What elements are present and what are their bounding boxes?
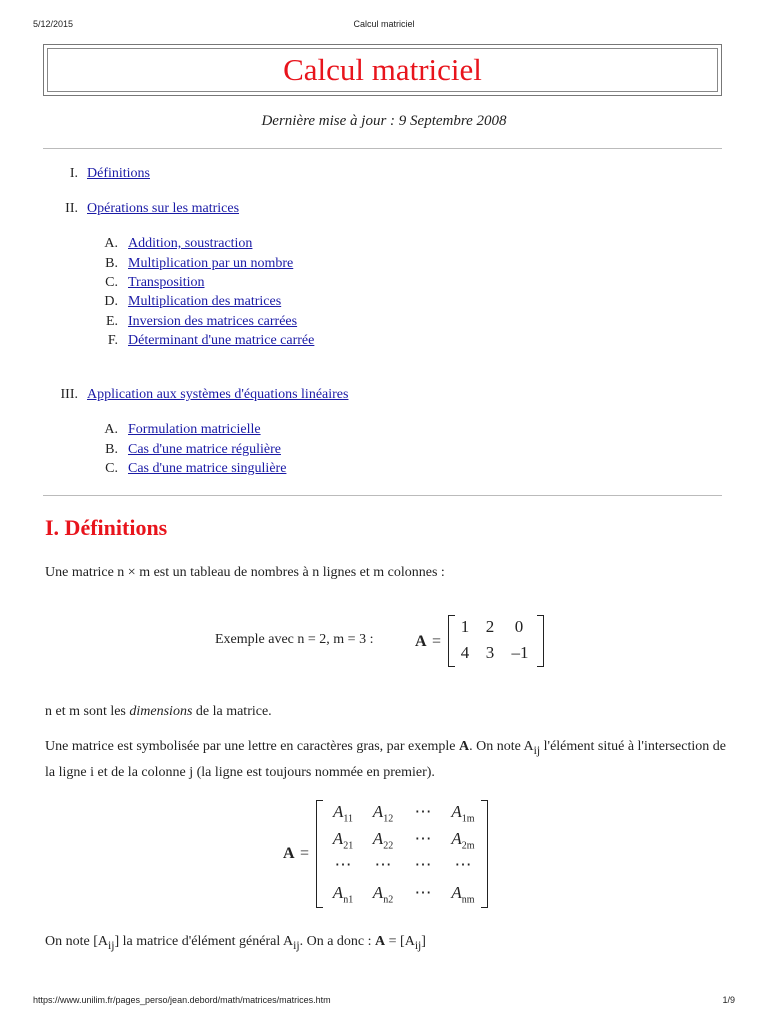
toc-link-inversion[interactable]: Inversion des matrices carrées [128, 314, 298, 329]
matrix-cell: 2 [485, 617, 495, 636]
divider [43, 148, 722, 149]
toc-link-multiplication-nombre[interactable]: Multiplication par un nombre [128, 256, 294, 271]
matrix-cell: $A_{21}$ [332, 829, 354, 852]
toc-link-determinant[interactable]: Déterminant d'une matrice carrée [128, 333, 315, 348]
dimensions-text: n et m sont les dimensions de la matrice. [45, 704, 272, 719]
toc-num-1: I. [69, 166, 78, 181]
matrix-cell: ⋯ [414, 829, 432, 848]
matrix-cell: ⋯ [414, 802, 432, 821]
symbol-paragraph: Une matrice est symbolisée par une lettre en caractères gras, par exemple A. On note $A_{ij}$ l'élément situé à l'intersection de la ligne i et de la colonne j (la ligne est toujours nommée en premier). [45, 739, 726, 780]
matrix-cell: ⋯ [374, 855, 392, 874]
toc-sub-num: A. [104, 422, 118, 437]
matrix-cell: $A_{n2}$ [372, 883, 394, 906]
matrix-cell: $A_{12}$ [372, 802, 394, 825]
matrix-cell: 0 [514, 617, 524, 636]
matrix-cell: $A_{11}$ [332, 802, 354, 825]
toc-link-addition[interactable]: Addition, soustraction [128, 236, 253, 251]
equals-sign: = [300, 845, 310, 862]
matrix-cell: ⋯ [414, 855, 432, 874]
toc-link-application[interactable]: Application aux systèmes d'équations linéaires [87, 387, 349, 402]
toc-sub-num: A. [104, 236, 118, 251]
toc-num-3: III. [60, 387, 78, 402]
page-url: https://www.unilim.fr/pages_perso/jean.debord/math/matrices/matrices.htm [33, 995, 331, 1005]
intro-text: Une matrice n × m est un tableau de nombres à n lignes et m colonnes : [45, 565, 445, 580]
matrix-cell: 1 [460, 617, 470, 636]
section-heading: I. Définitions [45, 515, 168, 540]
toc-link-transposition[interactable]: Transposition [128, 275, 205, 290]
toc-sub-num: D. [104, 294, 118, 309]
toc-link-operations[interactable]: Opérations sur les matrices [87, 201, 240, 216]
matrix-cell: $A_{2m}$ [451, 829, 475, 852]
toc-sub-num: B. [105, 256, 118, 271]
matrix-cell: 4 [460, 643, 470, 662]
toc-sub-num: C. [105, 461, 118, 476]
toc-sub-num: F. [107, 333, 118, 348]
example-label: Exemple avec n = 2, m = 3 : [215, 632, 374, 647]
toc-link-singuliere[interactable]: Cas d'une matrice singulière [128, 461, 287, 476]
matrix-name: A [415, 633, 427, 650]
matrix-cell: 3 [485, 643, 495, 662]
matrix-cell: –1 [511, 643, 529, 662]
toc-sub-num: E. [105, 314, 118, 329]
toc-link-multiplication-matrices[interactable]: Multiplication des matrices [128, 294, 282, 309]
toc-link-formulation[interactable]: Formulation matricielle [128, 422, 261, 437]
matrix-name: A [283, 845, 295, 862]
matrix-cell: $A_{n1}$ [332, 883, 354, 906]
page-title: Calcul matriciel [283, 52, 482, 87]
print-date: 5/12/2015 [33, 19, 74, 29]
toc-link-definitions[interactable]: Définitions [87, 166, 150, 181]
matrix-cell: $A_{1m}$ [451, 802, 475, 825]
divider [43, 495, 722, 496]
toc-link-reguliere[interactable]: Cas d'une matrice régulière [128, 442, 281, 457]
matrix-cell: $A_{nm}$ [451, 883, 475, 906]
toc-sub-num: C. [105, 275, 118, 290]
note-text: On note $[A_{ij}]$ la matrice d'élément général $A_{ij}$. On a donc : $A = [A_{ij}]$ [45, 934, 426, 952]
title-box [43, 44, 722, 96]
matrix-cell: $A_{22}$ [372, 829, 394, 852]
toc-num-2: II. [65, 201, 78, 216]
equals-sign: = [432, 633, 442, 650]
last-updated: Dernière mise à jour : 9 Septembre 2008 [261, 113, 507, 129]
general-matrix [316, 800, 488, 908]
page-number: 1/9 [722, 995, 735, 1005]
print-doc-title: Calcul matriciel [353, 19, 415, 29]
example-matrix [448, 615, 544, 667]
matrix-cell: ⋯ [334, 855, 352, 874]
matrix-cell: ⋯ [414, 883, 432, 902]
matrix-cell: ⋯ [454, 855, 472, 874]
toc-sub-num: B. [105, 442, 118, 457]
